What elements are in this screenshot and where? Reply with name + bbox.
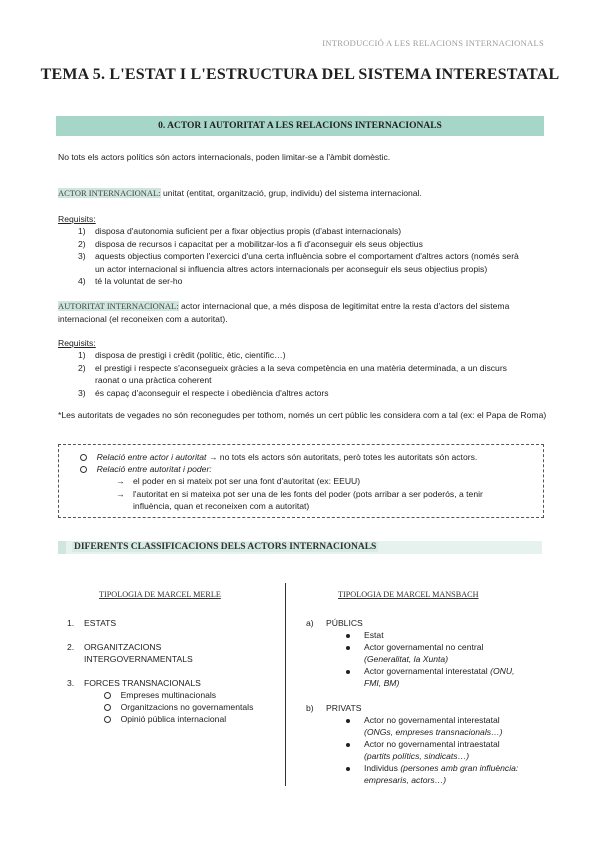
merle-item: ESTATS (84, 618, 117, 628)
section-band-marker (58, 541, 66, 554)
bullet-dot-icon (346, 641, 350, 653)
mansbach-item-note: (Generalitat, la Xunta) (364, 654, 449, 664)
arrow-icon: → (116, 476, 125, 486)
intro-paragraph: No tots els actors polítics són actors internacionals, poden limitar-se a l'àmbit domèstic. (58, 152, 391, 162)
actor-requisits-list (78, 225, 528, 288)
merle-item-num: 1. (67, 618, 75, 628)
list-item: 1) disposa d'autonomia suficient per a fixar objectius propis (d'abast internacionals) (78, 226, 402, 236)
list-item: 2) el prestigi i respecte s'aconsegueix gràcies a la seva competència en una matèria determinada, a un discurs raonat o una pràctica coherent (78, 362, 507, 385)
merle-subitem: Opinió pública internacional (104, 713, 226, 725)
merle-subitem: Organitzacions no governamentals (104, 701, 253, 713)
actor-definition-text: unitat (entitat, organització, grup, individu) del sistema internacional. (160, 188, 422, 198)
list-item: 2) disposa de recursos i capacitat per a mobilitzar-los a fi d'aconseguir els seus objectius (78, 238, 423, 249)
actor-requisits-label: Requisits: (58, 214, 96, 224)
autoritat-requisits-label: Requisits: (58, 338, 96, 348)
arrow-icon: → (116, 489, 125, 499)
actor-term: ACTOR INTERNACIONAL: (58, 188, 161, 198)
section-title-2: DIFERENTS CLASSIFICACIONS DELS ACTORS INTERNACIONALS (74, 542, 377, 552)
mansbach-item: Actor governamental interestatal (ONU, (364, 666, 515, 676)
bullet-dot-icon (346, 665, 350, 677)
box-line-2: Relació entre autoritat i poder: (80, 463, 212, 475)
box-line-1: Relació entre actor i autoritat → no tots els actors són autoritats, però totes les autoritats són actors. (80, 451, 477, 463)
autoritat-definition (58, 300, 548, 325)
merle-item: ORGANITZACIONS (84, 642, 162, 652)
merle-subitem: Empreses multinacionals (104, 689, 216, 701)
bullet-dot-icon (346, 762, 350, 774)
list-item: 4) té la voluntat de ser-ho (78, 276, 183, 286)
mansbach-item-note: empresaris, actors…) (364, 775, 447, 785)
box-sub-2: l'autoritat en si mateixa pot ser una de les fonts del poder (pots arribar a ser poderós, a tenir influència, quan et reconeixen com a autoritat) (133, 489, 483, 511)
mansbach-label: a) (306, 618, 314, 628)
merle-item-cont: INTERGOVERNAMENTALS (84, 654, 193, 664)
merle-item-num: 2. (67, 642, 75, 652)
section-title: 0. ACTOR I AUTORITAT A LES RELACIONS INTERNACIONALS (158, 121, 442, 131)
page-title: TEMA 5. L'ESTAT I L'ESTRUCTURA DEL SISTEMA INTERESTATAL (40, 66, 560, 83)
circle-bullet-icon (104, 716, 111, 723)
mansbach-label: b) (306, 703, 314, 713)
autoritat-definition-text: actor internacional que, a més disposa de legitimitat entre la resta d'actors del sistema internacional (el reconeixen com a autoritat). (58, 301, 510, 324)
circle-bullet-icon (80, 454, 87, 461)
mansbach-category: PÚBLICS (326, 618, 363, 628)
circle-bullet-icon (104, 692, 111, 699)
running-header: INTRODUCCIÓ A LES RELACIONS INTERNACIONALS (322, 38, 544, 48)
mansbach-item: Individus (persones amb gran influència: (364, 763, 519, 773)
mansbach-category: PRIVATS (326, 703, 362, 713)
merle-item: FORCES TRANSNACIONALS (84, 678, 201, 688)
bullet-dot-icon (346, 714, 350, 726)
box-sub-1: el poder en si mateix pot ser una font d'autoritat (ex: EEUU) (133, 476, 361, 486)
list-item: 1) disposa de prestigi i crèdit (polític, ètic, científic…) (78, 350, 286, 360)
bullet-dot-icon (346, 738, 350, 750)
merle-heading: TIPOLOGIA DE MARCEL MERLE (99, 590, 221, 599)
mansbach-heading: TIPOLOGIA DE MARCEL MANSBACH (338, 590, 479, 599)
autoritat-term: AUTORITAT INTERNACIONAL: (58, 301, 179, 311)
list-item: 3) aquests objectius comporten l'exercici d'una certa influència sobre el comportament d'altres actors (només serà un actor internacional si influencia altres actors internacionals per aconseguir els seus objectius propis) (78, 251, 519, 274)
autoritat-note: *Les autoritats de vegades no són reconegudes per tothom, només un cert públic les considera com a tal (ex: el Papa de Roma) (58, 410, 547, 420)
mansbach-item: Actor governamental no central (364, 642, 484, 652)
mansbach-item: Actor no governamental interestatal (364, 715, 500, 725)
mansbach-item-note: FMI, BM) (364, 678, 400, 688)
list-item: 3) és capaç d'aconseguir el respecte i obediència d'altres actors (78, 387, 329, 398)
actor-definition (58, 187, 548, 200)
circle-bullet-icon (80, 466, 87, 473)
mansbach-item: Actor no governamental intraestatal (364, 739, 500, 749)
circle-bullet-icon (104, 704, 111, 711)
mansbach-item: Estat (364, 630, 384, 640)
merle-item-num: 3. (67, 678, 75, 688)
bullet-dot-icon (346, 629, 350, 641)
mansbach-item-note: (ONGs, empreses transnacionals…) (364, 727, 503, 737)
autoritat-requisits-list (78, 349, 528, 399)
column-divider (285, 583, 286, 786)
mansbach-item-note: (partits polítics, sindicats…) (364, 751, 470, 761)
